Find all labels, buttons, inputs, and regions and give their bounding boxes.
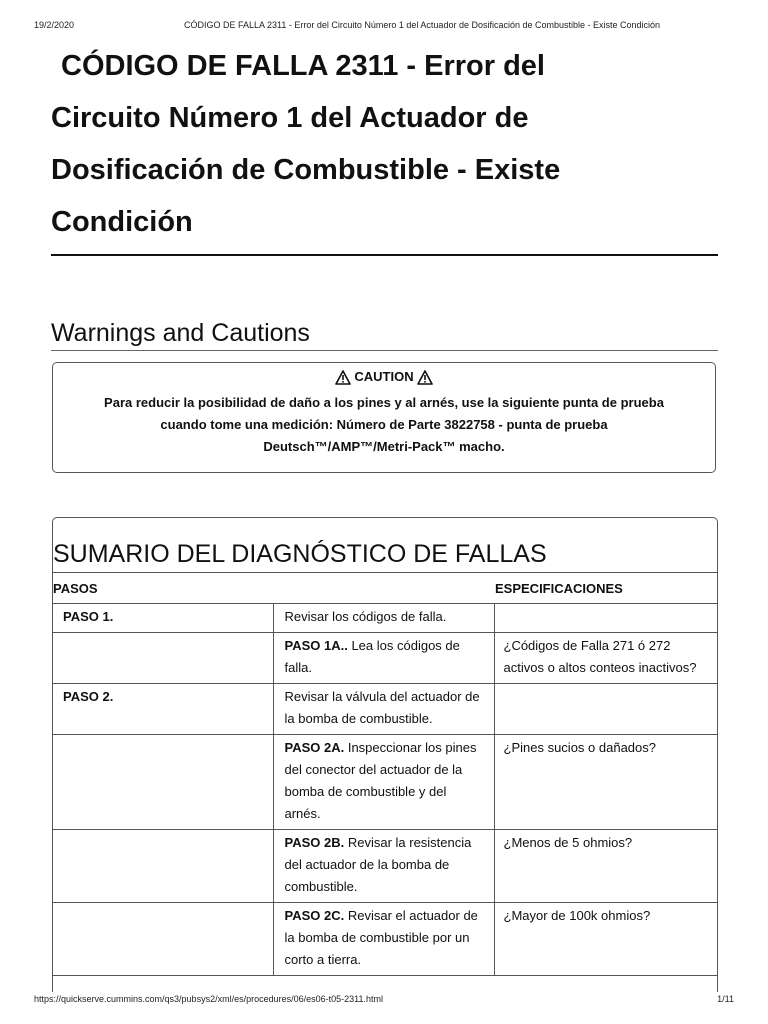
table-header-row (53, 573, 717, 604)
step-action-text: Revisar el actuador de la bomba de combustible por un corto a tierra. (284, 908, 478, 967)
step-action-cell (273, 735, 494, 830)
step-spec-cell (494, 684, 717, 735)
caution-title (53, 368, 715, 386)
page-title (51, 40, 718, 256)
table-row (53, 684, 717, 735)
caution-text (67, 392, 701, 458)
step-action-text: Revisar la válvula del actuador de la bomba de combustible. (284, 689, 480, 726)
table-row (53, 735, 717, 830)
step-action-text: Lea los códigos de falla. (284, 638, 460, 675)
page-title-line2: Circuito Número 1 del Actuador de (51, 102, 529, 134)
page-title-line3: Dosificación de Combustible - Existe (51, 154, 561, 186)
step-spec-cell: ¿Códigos de Falla 271 ó 272 activos o altos conteos inactivos? (494, 633, 717, 684)
step-action-cell (273, 633, 494, 684)
table-row (53, 604, 717, 633)
step-action-cell (273, 903, 494, 976)
col-header-pasos: PASOS (53, 573, 494, 604)
step-code: PASO 2C. (284, 908, 345, 923)
caution-text-line1: Para reducir la posibilidad de daño a los pines y al arnés, use la siguiente punta de prueba (104, 395, 664, 410)
step-spec-cell: ¿Menos de 5 ohmios? (494, 830, 717, 903)
step-code: PASO 2B. (284, 835, 345, 850)
step-name-cell (53, 830, 273, 903)
print-header (34, 18, 734, 32)
caution-label: CAUTION (354, 369, 414, 384)
step-action-text: Revisar la resistencia del actuador de la bomba de combustible. (284, 835, 472, 894)
step-name-cell (53, 903, 273, 976)
step-action-text: Revisar los códigos de falla. (284, 609, 447, 624)
warning-triangle-icon (335, 370, 351, 385)
caution-box (52, 362, 716, 473)
page-title-line1: CÓDIGO DE FALLA 2311 - Error del (61, 50, 545, 82)
step-name-cell (53, 633, 273, 684)
caution-text-line2: cuando tome una medición: Número de Parte 3822758 - punta de prueba (160, 417, 608, 432)
step-code: PASO 1A.. (284, 638, 348, 653)
table-row (53, 633, 717, 684)
print-url: https://quickserve.cummins.com/qs3/pubsys2/xml/es/procedures/06/es06-t05-2311.html (34, 994, 383, 1004)
table-row (53, 903, 717, 976)
step-name-cell (53, 735, 273, 830)
step-action-cell (273, 830, 494, 903)
page-title-line4: Condición (51, 206, 193, 238)
print-doc-title: CÓDIGO DE FALLA 2311 - Error del Circuito Número 1 del Actuador de Dosificación de Combustible - Existe Condición (184, 20, 661, 30)
step-action-text: Inspeccionar los pines del conector del actuador de la bomba de combustible y del arnés. (284, 740, 477, 821)
page-number: 1/11 (717, 994, 734, 1004)
warnings-heading: Warnings and Cautions (51, 317, 718, 351)
print-date: 19/2/2020 (34, 20, 75, 30)
step-action-cell (273, 684, 494, 735)
step-action-cell (273, 604, 494, 633)
warning-triangle-icon (417, 370, 433, 385)
summary-heading: SUMARIO DEL DIAGNÓSTICO DE FALLAS (53, 540, 547, 568)
step-name-cell: PASO 2. (53, 684, 273, 735)
diagnostic-summary (52, 517, 718, 992)
step-code: PASO 2A. (284, 740, 345, 755)
caution-text-line3: Deutsch™/AMP™/Metri-Pack™ macho. (263, 439, 505, 454)
col-header-especificaciones: ESPECIFICACIONES (494, 573, 717, 604)
step-spec-cell: ¿Mayor de 100k ohmios? (494, 903, 717, 976)
print-footer (34, 992, 734, 1006)
step-name-cell: PASO 1. (53, 604, 273, 633)
table-row (53, 830, 717, 903)
step-spec-cell (494, 604, 717, 633)
steps-table (53, 572, 717, 976)
step-spec-cell: ¿Pines sucios o dañados? (494, 735, 717, 830)
